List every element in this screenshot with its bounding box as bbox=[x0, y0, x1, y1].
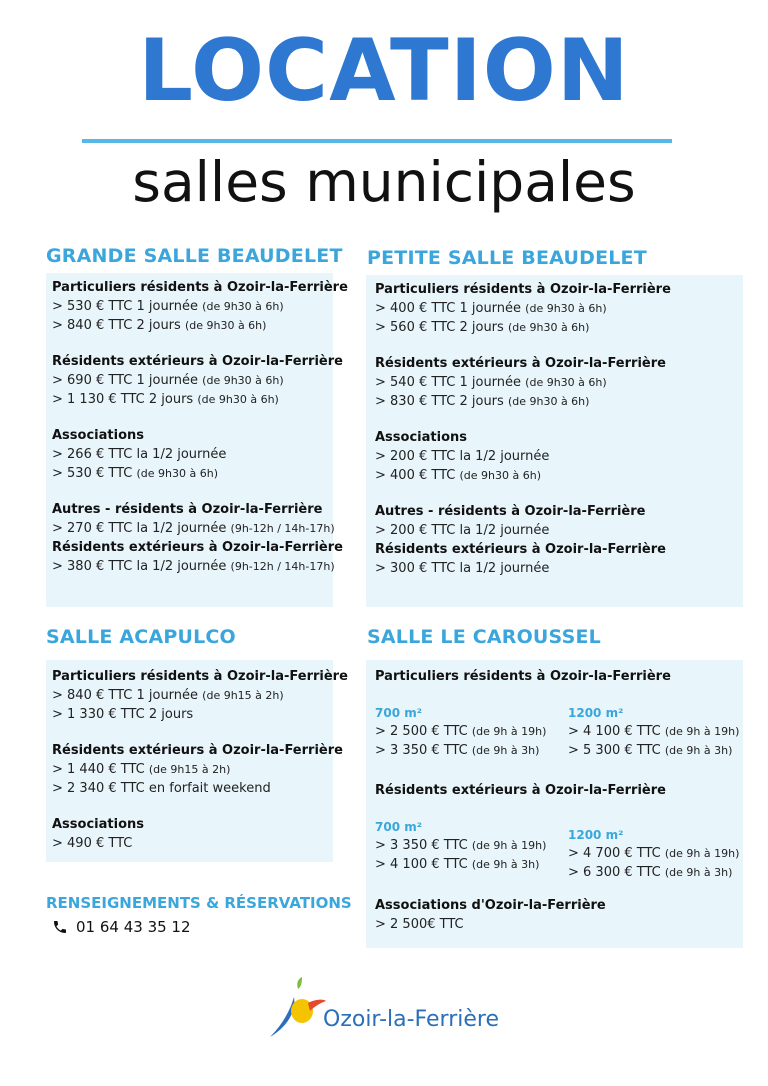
area-label: 1200 m² bbox=[568, 828, 624, 842]
phone-contact[interactable] bbox=[52, 918, 191, 936]
group-heading: Résidents extérieurs à Ozoir-la-Ferrière bbox=[52, 743, 343, 758]
price-note: (de 9h30 à 6h) bbox=[459, 469, 541, 482]
price-note: (9h-12h / 14h-17h) bbox=[230, 522, 335, 535]
phone-icon bbox=[52, 919, 68, 935]
caroussel-res-700 bbox=[375, 704, 546, 760]
price-line bbox=[375, 521, 671, 540]
group-heading: Résidents extérieurs à Ozoir-la-Ferrière bbox=[375, 356, 666, 371]
title-divider bbox=[82, 139, 672, 143]
group-heading: Résidents extérieurs à Ozoir-la-Ferrière bbox=[52, 354, 343, 369]
price-line bbox=[52, 297, 348, 316]
info-title: RENSEIGNEMENTS & RÉSERVATIONS bbox=[46, 894, 352, 912]
group-heading: Autres - résidents à Ozoir-la-Ferrière bbox=[52, 502, 323, 517]
city-logo-mark bbox=[268, 975, 328, 1045]
price-text: > 1 130 € TTC 2 jours bbox=[52, 392, 198, 407]
price-text: > 400 € TTC 1 journée bbox=[375, 301, 526, 316]
group-heading: Autres - résidents à Ozoir-la-Ferrière bbox=[375, 504, 646, 519]
group-spacer bbox=[52, 798, 348, 815]
caroussel-res-head: Particuliers résidents à Ozoir-la-Ferrière bbox=[375, 669, 671, 684]
price-line bbox=[52, 557, 348, 576]
price-line bbox=[52, 316, 348, 335]
panel-acapulco-body bbox=[52, 667, 348, 853]
price-note: (de 9h à 3h) bbox=[471, 858, 540, 871]
price-line bbox=[568, 722, 739, 741]
price-line bbox=[375, 722, 546, 741]
price-note: (9h-12h / 14h-17h) bbox=[230, 560, 335, 573]
price-note: (de 9h30 à 6h) bbox=[507, 395, 590, 408]
area-label: 700 m² bbox=[375, 706, 422, 720]
price-note: (de 9h30 à 6h) bbox=[136, 467, 218, 480]
price-line bbox=[375, 559, 671, 578]
price-line bbox=[52, 686, 348, 705]
price-line bbox=[375, 299, 671, 318]
page-subtitle: salles municipales bbox=[132, 150, 636, 214]
price-text: > 4 700 € TTC bbox=[568, 846, 665, 861]
price-text: > 530 € TTC 1 journée bbox=[52, 299, 203, 314]
caroussel-assoc-head: Associations d'Ozoir-la-Ferrière bbox=[375, 898, 606, 913]
price-text: > 840 € TTC 1 journée bbox=[52, 688, 203, 703]
area-label: 1200 m² bbox=[568, 706, 624, 720]
price-text: > 4 100 € TTC bbox=[568, 724, 665, 739]
caroussel-ext-head: Résidents extérieurs à Ozoir-la-Ferrière bbox=[375, 783, 666, 798]
price-text: > 690 € TTC 1 journée bbox=[52, 373, 203, 388]
price-text: > 380 € TTC la 1/2 journée bbox=[52, 559, 231, 574]
group-heading: Résidents extérieurs à Ozoir-la-Ferrière bbox=[375, 542, 666, 557]
price-note: (de 9h30 à 6h) bbox=[202, 374, 284, 387]
group-spacer bbox=[52, 483, 348, 500]
price-line bbox=[52, 371, 348, 390]
price-line bbox=[375, 836, 546, 855]
price-line bbox=[52, 519, 348, 538]
price-text: > 3 350 € TTC bbox=[375, 838, 472, 853]
group-heading: Associations bbox=[375, 430, 467, 445]
price-line bbox=[52, 705, 348, 724]
price-note: (de 9h30 à 6h) bbox=[525, 376, 607, 389]
price-line bbox=[52, 779, 348, 798]
group-heading: Associations bbox=[52, 817, 144, 832]
price-text: > 270 € TTC la 1/2 journée bbox=[52, 521, 231, 536]
section-title-acapulco: SALLE ACAPULCO bbox=[46, 626, 236, 648]
section-title-grande: GRANDE SALLE BEAUDELET bbox=[46, 245, 343, 267]
price-text: > 2 340 € TTC en forfait weekend bbox=[52, 781, 271, 796]
price-line bbox=[375, 447, 671, 466]
price-line bbox=[568, 741, 739, 760]
price-text: > 200 € TTC la 1/2 journée bbox=[375, 523, 550, 538]
group-heading: Particuliers résidents à Ozoir-la-Ferrière bbox=[52, 280, 348, 295]
price-line bbox=[568, 844, 739, 863]
price-text: > 1 330 € TTC 2 jours bbox=[52, 707, 194, 722]
group-spacer bbox=[375, 411, 671, 428]
price-text: > 6 300 € TTC bbox=[568, 865, 665, 880]
price-note: (de 9h à 19h) bbox=[471, 839, 547, 852]
price-text: > 200 € TTC la 1/2 journée bbox=[375, 449, 550, 464]
price-text: > 1 440 € TTC bbox=[52, 762, 149, 777]
price-note: (de 9h15 à 2h) bbox=[148, 763, 231, 776]
group-heading: Associations bbox=[52, 428, 144, 443]
price-text: > 300 € TTC la 1/2 journée bbox=[375, 561, 550, 576]
price-text: > 490 € TTC bbox=[52, 836, 133, 851]
price-line bbox=[568, 863, 739, 882]
price-text: > 5 300 € TTC bbox=[568, 743, 665, 758]
section-title-petite: PETITE SALLE BEAUDELET bbox=[367, 247, 647, 269]
price-note: (de 9h30 à 6h) bbox=[507, 321, 590, 334]
price-line bbox=[52, 760, 348, 779]
caroussel-assoc-line: > 2 500€ TTC bbox=[375, 917, 464, 932]
price-line bbox=[375, 373, 671, 392]
group-spacer bbox=[52, 409, 348, 426]
group-spacer bbox=[375, 485, 671, 502]
price-note: (de 9h15 à 2h) bbox=[202, 689, 284, 702]
price-text: > 840 € TTC 2 jours bbox=[52, 318, 185, 333]
price-note: (de 9h à 3h) bbox=[664, 744, 733, 757]
price-note: (de 9h à 19h) bbox=[664, 725, 740, 738]
price-text: > 530 € TTC bbox=[52, 466, 137, 481]
group-spacer bbox=[375, 337, 671, 354]
caroussel-res-1200 bbox=[568, 704, 739, 760]
group-heading: Particuliers résidents à Ozoir-la-Ferrière bbox=[52, 669, 348, 684]
phone-number: 01 64 43 35 12 bbox=[76, 918, 191, 936]
price-text: > 400 € TTC bbox=[375, 468, 460, 483]
area-label: 700 m² bbox=[375, 820, 422, 834]
price-line bbox=[375, 318, 671, 337]
price-text: > 830 € TTC 2 jours bbox=[375, 394, 508, 409]
panel-petite-body bbox=[375, 280, 671, 578]
price-line bbox=[375, 855, 546, 874]
panel-petite bbox=[366, 275, 743, 607]
price-line bbox=[52, 834, 348, 853]
price-text: > 540 € TTC 1 journée bbox=[375, 375, 526, 390]
price-text: > 4 100 € TTC bbox=[375, 857, 472, 872]
price-note: (de 9h à 3h) bbox=[664, 866, 733, 879]
price-note: (de 9h à 19h) bbox=[471, 725, 547, 738]
panel-caroussel bbox=[366, 660, 743, 948]
group-spacer bbox=[52, 335, 348, 352]
price-note: (de 9h à 3h) bbox=[471, 744, 540, 757]
group-heading: Résidents extérieurs à Ozoir-la-Ferrière bbox=[52, 540, 343, 555]
price-note: (de 9h30 à 6h) bbox=[197, 393, 279, 406]
price-line bbox=[52, 390, 348, 409]
price-line bbox=[375, 392, 671, 411]
price-line bbox=[375, 741, 546, 760]
panel-acapulco bbox=[46, 660, 348, 862]
section-title-caroussel: SALLE LE CAROUSSEL bbox=[367, 626, 601, 648]
caroussel-ext-1200 bbox=[568, 826, 739, 882]
price-line bbox=[375, 466, 671, 485]
city-logo-text: Ozoir-la-Ferrière bbox=[323, 1007, 499, 1032]
price-note: (de 9h à 19h) bbox=[664, 847, 740, 860]
city-logo bbox=[268, 975, 518, 1045]
price-text: > 3 350 € TTC bbox=[375, 743, 472, 758]
panel-grande bbox=[46, 273, 348, 607]
group-heading: Particuliers résidents à Ozoir-la-Ferrière bbox=[375, 282, 671, 297]
panel-grande-body bbox=[52, 278, 348, 576]
price-note: (de 9h30 à 6h) bbox=[184, 319, 267, 332]
caroussel-ext-700 bbox=[375, 818, 546, 874]
price-line bbox=[52, 445, 348, 464]
price-text: > 2 500 € TTC bbox=[375, 724, 472, 739]
price-note: (de 9h30 à 6h) bbox=[525, 302, 607, 315]
price-line bbox=[52, 464, 348, 483]
price-text: > 266 € TTC la 1/2 journée bbox=[52, 447, 227, 462]
group-spacer bbox=[52, 724, 348, 741]
price-text: > 560 € TTC 2 jours bbox=[375, 320, 508, 335]
price-note: (de 9h30 à 6h) bbox=[202, 300, 284, 313]
page-title: LOCATION bbox=[138, 21, 630, 121]
